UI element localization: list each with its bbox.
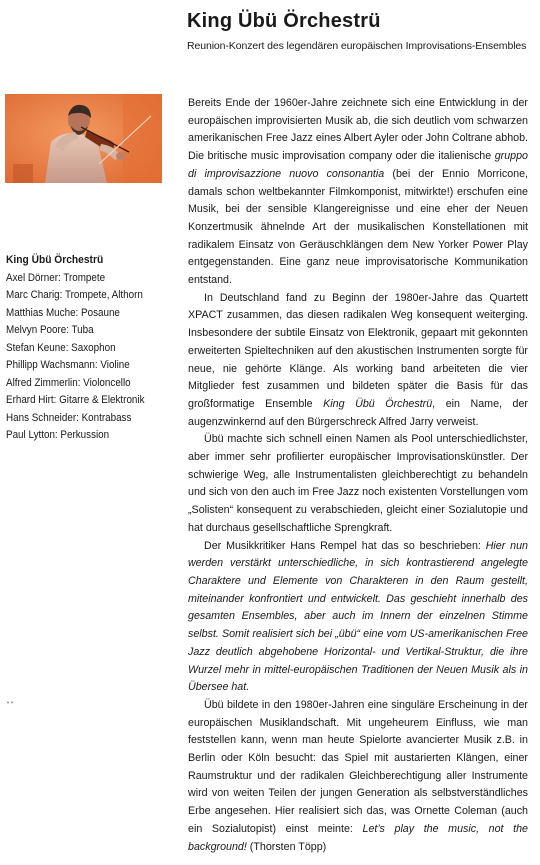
cast-member: Matthias Muche: Posaune xyxy=(6,306,120,319)
cast-member: Marc Charig: Trompete, Althorn xyxy=(6,289,143,301)
cast-list xyxy=(6,252,162,445)
cast-member: Paul Lytton: Perkussion xyxy=(6,429,110,441)
article-paragraph: In Deutschland fand zu Beginn der 1980er-Jahre das Quartett XPACT zusammen, das diesen radikalen Weg konsequent weiterging. Insbesondere der subtile Einsatz von Elektronik, gepaart mit gekonnten erweiterten Spieltechniken auf den akustischen Instrumenten sorgte für neue, nie gehörte Klänge. Als working band arbeiteten die vier Mitglieder fest zusammen und bildeten später die Basis für das großformatige Ensemble King Übü Örchestrü, ein Name, der augenzwinkernd auf den Bürgerschreck Alfred Jarry verweist. xyxy=(188,291,528,428)
article-paragraph: Übü bildete in den 1980er-Jahren eine singuläre Erscheinung in der europäischen Musiklandschaft. Mit ungeheurem Einfluss, wie man feststellen kann, wenn man heute Spielorte avancierter Musik z.B. in Berlin oder Köln besucht: das Spiel mit austarierten Klängen, einer Raumstruktur und der radikalen Gleichberechtigung aller Instrumente wird von weiten Teilen der jungen Generation als selbstverständliches Erbe angesehen. Hier realisiert sich das, was Ornette Coleman (auch ein Sozialutopist) einst meinte: Let’s play the music, not the background! (Thorsten Töpp) xyxy=(188,698,528,853)
article-paragraph: Übü machte sich schnell einen Namen als Pool unterschiedlichster, aber immer sehr profilierter europäischer Improvisationskünstler. Der schwierige Weg, alle Instrumentalisten gleichberechtigt zu behandeln und sich von den auch im Free Jazz noch existenten Vorstellungen vom „Solisten“ konsequent zu verabschieden, gleicht einer Sozialutopie und hat durchaus gesellschaftliche Sprengkraft. xyxy=(188,433,528,534)
article-paragraph: Bereits Ende der 1960er-Jahre zeichnete sich eine Entwicklung in der europäischen improvisierten Musik ab, die sich deutlich vom schwarzen amerikanischen Free Jazz eines Albert Ayler oder John Coltrane abhob. Die britische music improvisation company oder die italienische gruppo di improvisazzione nuovo consonantia (bei der Ennio Morricone, damals schon weltbekannter Filmkomponist, mitwirkte!) erschufen eine Musik, bei der sensible Klangereignisse und eine eher der Neuen Konzertmusik ähnelnde Art der musikalischen Konstellationen mit radikalem Einsatz von Geräuschklängen dem New Yorker Power Play entgegenstanden. Eine ganz neue improvisatorische Kommunikation entstand. xyxy=(188,97,528,287)
cast-member: Axel Dörner: Trompete xyxy=(6,271,106,284)
cast-member: Erhard Hirt: Gitarre & Elektronik xyxy=(6,394,145,406)
cast-member: Stefan Keune: Saxophon xyxy=(6,341,116,354)
article-paragraph: Der Musikkritiker Hans Rempel hat das so beschrieben: Hier nun werden verstärkt unterschiedliche, in sich kontrastierend angelegte Charaktere und Elemente von Charakteren in den Raum gestellt, miteinander konfrontiert und entwickelt. Das geschieht innerhalb des gesamten Ensembles, aber auch im Innern der einzelnen Stimme selbst. Somit realisiert sich bei „übü“ eine vom US-amerikanischen Free Jazz deutlich abgehobene Horizontal- und Vertikal-Struktur, die ihre Wurzel mehr in mittel-europäischen Traditionen der Neuen Musik als in Übersee hat. xyxy=(188,539,528,694)
cast-member: Phillipp Wachsmann: Violine xyxy=(6,359,130,371)
performer-photo xyxy=(5,94,162,183)
article-body xyxy=(188,95,528,856)
cast-member: Melvyn Poore: Tuba xyxy=(6,324,94,336)
page-subtitle: Reunion-Konzert des legendären europäischen Improvisations-Ensembles xyxy=(187,40,527,52)
cast-member: Alfred Zimmerlin: Violoncello xyxy=(6,376,131,389)
page-title: King Übü Örchestrü xyxy=(187,10,381,32)
decorative-dots xyxy=(6,701,15,704)
cast-title: King Übü Örchestrü xyxy=(6,254,104,266)
performer-photo-illustration xyxy=(5,94,162,183)
cast-member: Hans Schneider: Kontrabass xyxy=(6,411,132,424)
